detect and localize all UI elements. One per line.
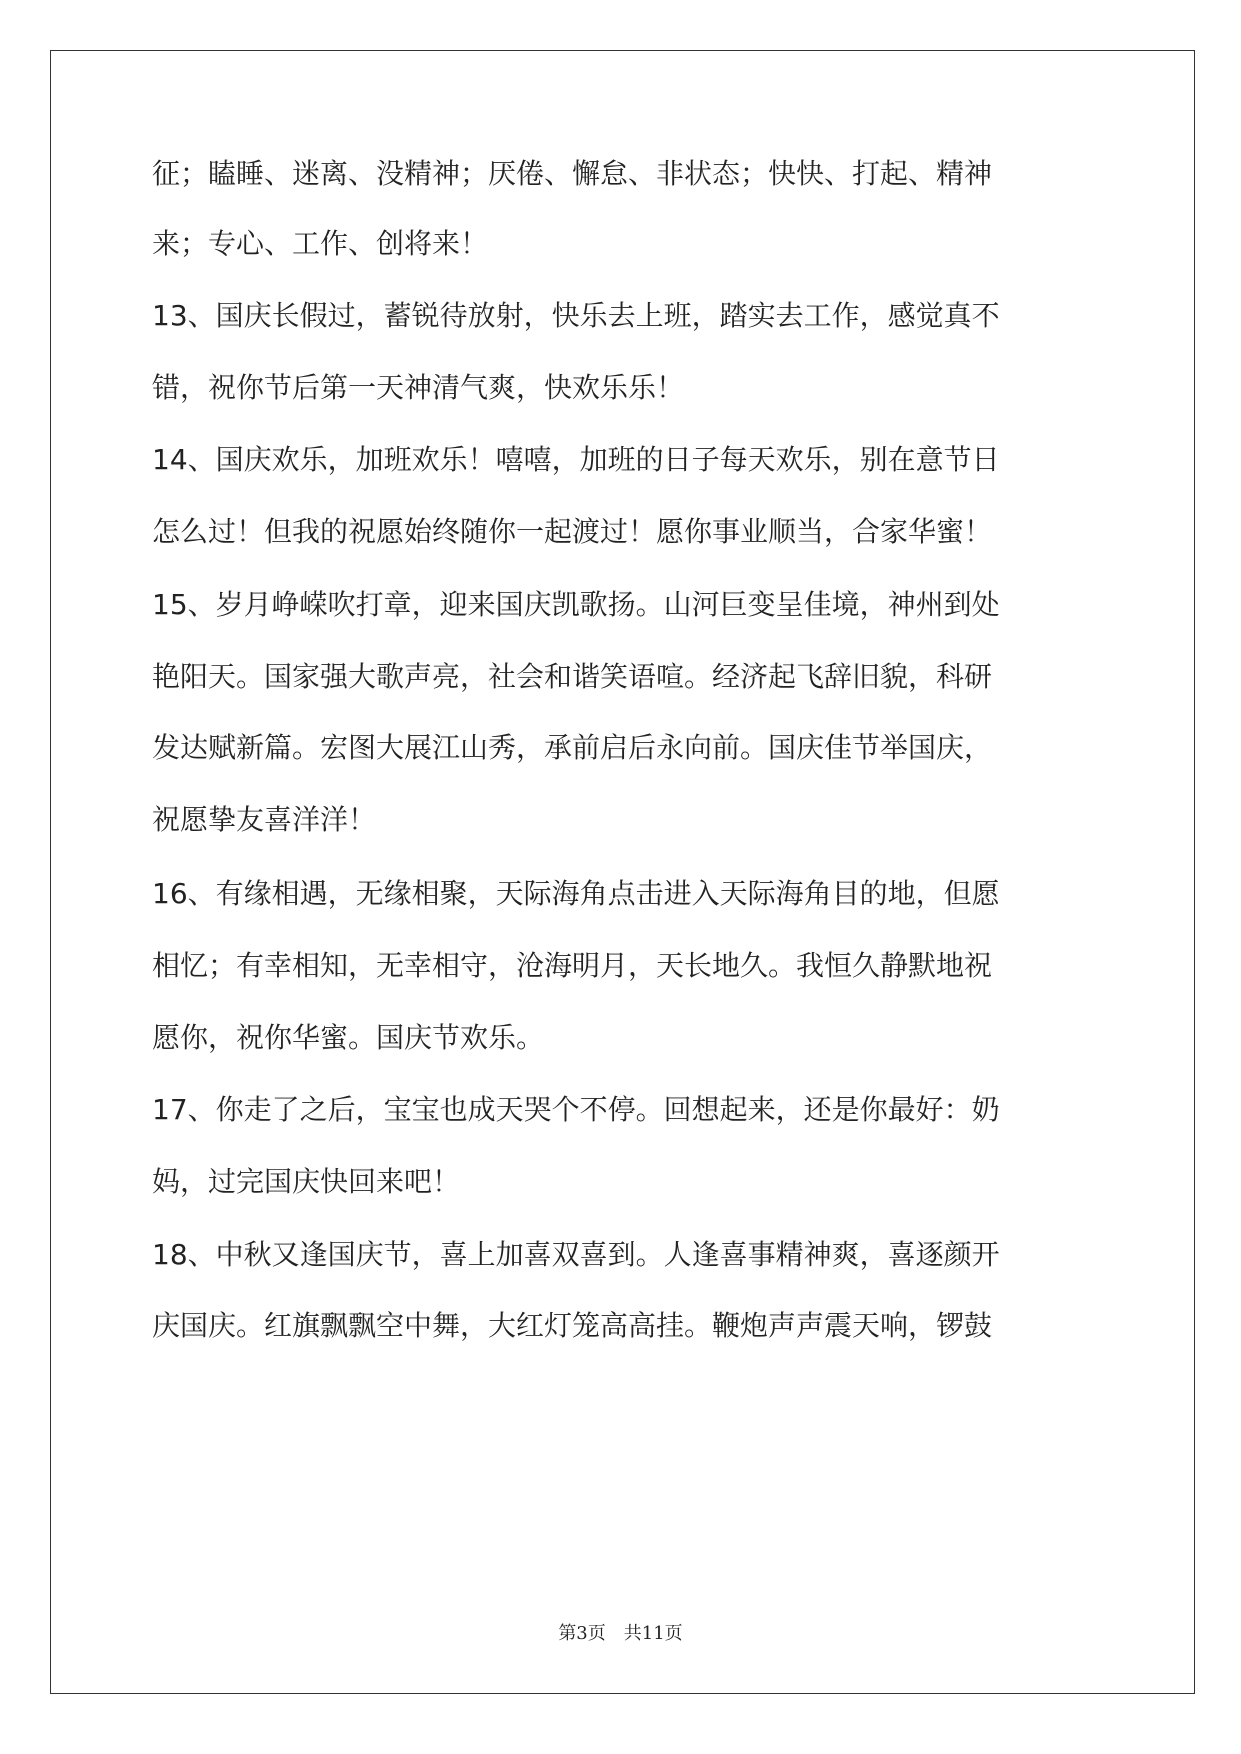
text-line: 妈，过完国庆快回来吧！ xyxy=(152,1165,461,1198)
page-number-footer: 第3页 共11页 xyxy=(558,1623,683,1644)
text-line: 错，祝你节后第一天神清气爽，快欢乐乐！ xyxy=(152,371,685,404)
text-line: 发达赋新篇。宏图大展江山秀，承前启后永向前。国庆佳节举国庆， xyxy=(152,731,993,764)
text-line: 愿你，祝你华蜜。国庆节欢乐。 xyxy=(152,1021,545,1054)
text-line: 怎么过！但我的祝愿始终随你一起渡过！愿你事业顺当，合家华蜜！ xyxy=(152,515,993,548)
text-line: 征；瞌睡、迷离、没精神；厌倦、懈怠、非状态；快快、打起、精神 xyxy=(152,157,993,190)
text-line: 艳阳天。国家强大歌声亮，社会和谐笑语喧。经济起飞辞旧貌，科研 xyxy=(152,660,993,693)
text-line: 相忆；有幸相知，无幸相守，沧海明月，天长地久。我恒久静默地祝 xyxy=(152,949,993,982)
text-line: 祝愿挚友喜洋洋！ xyxy=(152,803,377,836)
text-line: 13、国庆长假过，蓄锐待放射，快乐去上班，踏实去工作，感觉真不 xyxy=(152,299,1000,332)
text-line: 庆国庆。红旗飘飘空中舞，大红灯笼高高挂。鞭炮声声震天响，锣鼓 xyxy=(152,1309,993,1342)
text-line: 14、国庆欢乐，加班欢乐！嘻嘻，加班的日子每天欢乐，别在意节日 xyxy=(152,443,1000,476)
text-line: 来；专心、工作、创将来！ xyxy=(152,227,489,260)
text-line: 16、有缘相遇，无缘相聚，天际海角点击进入天际海角目的地，但愿 xyxy=(152,877,1000,910)
text-line: 17、你走了之后，宝宝也成天哭个不停。回想起来，还是你最好：奶 xyxy=(152,1093,1000,1126)
text-line: 18、中秋又逢国庆节，喜上加喜双喜到。人逢喜事精神爽，喜逐颜开 xyxy=(152,1238,1000,1271)
text-line: 15、岁月峥嵘吹打章，迎来国庆凯歌扬。山河巨变呈佳境，神州到处 xyxy=(152,588,1000,621)
